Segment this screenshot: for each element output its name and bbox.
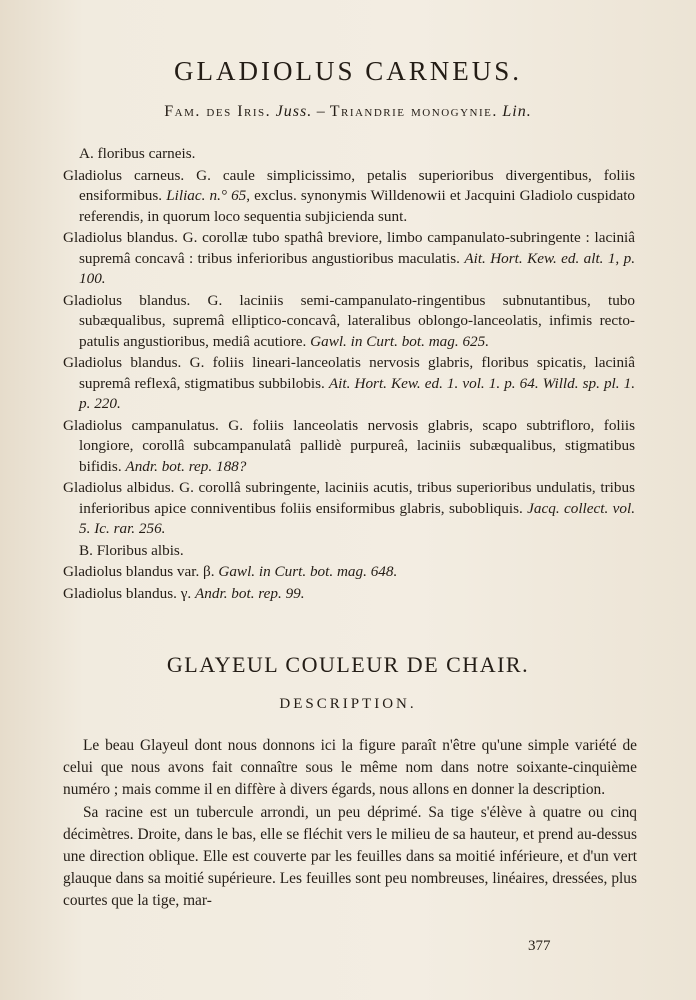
synonym-reference: Ait. Hort. Kew. ed. alt. 1, p. 100. (79, 249, 635, 287)
classification: Triandrie monogynie. (329, 103, 498, 120)
synonym-entry (63, 416, 635, 478)
page-number: 377 (528, 938, 551, 954)
family-separator: – (312, 103, 330, 120)
synonym-text: Gladiolus carneus. G. caule simplicissimo, petalis superioribus divergentibus, foliis ensiformibus. (63, 166, 635, 204)
synonym-text: Gladiolus blandus. G. foliis lineari-lanceolatis nervosis glabris, floribus spicatis, laciniâ supremâ reflexâ, stigmatibus subbilobis. (63, 354, 635, 392)
family-line (0, 103, 696, 121)
synonym-text: Gladiolus blandus. G. laciniis semi-campanulato-ringentibus subnutantibus, tubo subæqualibus, supremâ elliptico-concavâ, lateralibus oblongo-lanceolatis, infimis recto-patulis angustioribus, mediâ acutiore. (63, 291, 635, 350)
synonym-text: Gladiolus albidus. G. corollâ subringente, laciniis acutis, tribus superioribus undulatis, tribus inferioribus apice conniventibus foliis ensiformibus glabris, subobliquis. (63, 479, 635, 517)
page-title: GLADIOLUS CARNEUS. (173, 56, 522, 86)
classification-author: Lin. (502, 103, 532, 120)
synonym-reference: Liliac. n.° 65 (166, 187, 247, 204)
synonym-reference: Andr. bot. rep. 188? (125, 457, 247, 475)
description-paragraph: Le beau Glayeul dont nous donnons ici la figure paraît n'être qu'une simple variété de celui que nous avons fait connaître sous le même nom dans notre soixante-cinquième numéro ; mais comme il en diffère à divers égards, nous allons en donner la description. (63, 737, 637, 799)
synonym-reference: Gawl. in Curt. bot. mag. 625. (310, 332, 490, 350)
synonym-text: Gladiolus blandus var. β. (63, 563, 215, 580)
synonym-text: Gladiolus blandus. γ. (63, 584, 192, 602)
synonymy-list (63, 144, 635, 605)
family-prefix: Fam. des (164, 103, 238, 120)
synonym-text: Gladiolus campanulatus. G. foliis lanceolatis nervosis glabris, scapo subtrifloro, foliis longiore, corollâ subcampanulatâ pallidè purpureâ, laciniis subæqualibus, stigmatibus bifidis. (63, 416, 635, 475)
synonym-entry (63, 584, 635, 605)
description-heading: DESCRIPTION. (279, 696, 417, 712)
synonym-text: Gladiolus blandus. G. corollæ tubo spathâ breviore, limbo campanulato-subringente : laciniâ supremâ concavâ : tribus inferioribus angustioribus maculatis. (63, 229, 635, 267)
synonym-entry (63, 166, 635, 228)
synonym-entry (63, 228, 635, 290)
synonym-entry (63, 353, 635, 415)
synonym-reference: Ait. Hort. Kew. ed. 1. vol. 1. p. 64. Willd. sp. pl. 1. p. 220. (79, 374, 636, 412)
family-author: Juss. (275, 103, 313, 120)
synonym-note: , exclus. synonymis Willdenowii et Jacquini Gladiolo cuspidato referendis, in quorum loco sequentia subjicienda sunt. (79, 187, 636, 225)
group-a-heading: A. floribus carneis. (79, 145, 196, 162)
group-b-heading: B. Floribus albis. (79, 541, 184, 559)
section-title: GLAYEUL COULEUR DE CHAIR. (166, 652, 530, 677)
description-paragraph: Sa racine est un tubercule arrondi, un peu déprimé. Sa tige s'élève à quatre ou cinq décimètres. Droite, dans le bas, elle se fléchit vers le milieu de sa hauteur, et prend au-dessus une direction oblique. Elle est couverte par les feuilles dans sa moitié inférieure, et d'un vert glauque dans sa moitié supérieure. Les feuilles sont peu nombreuses, linéaires, dressées, plus courtes que la tige, mar- (63, 803, 637, 910)
family-name: Iris. (237, 103, 272, 120)
synonym-reference: Gawl. in Curt. bot. mag. 648. (218, 563, 398, 580)
synonym-entry (63, 562, 635, 583)
synonym-entry (63, 478, 635, 540)
description-body (63, 735, 637, 913)
synonym-entry (63, 291, 635, 353)
synonym-reference: Jacq. collect. vol. 5. Ic. rar. 256. (79, 499, 635, 537)
synonym-reference: Andr. bot. rep. 99. (195, 584, 305, 602)
